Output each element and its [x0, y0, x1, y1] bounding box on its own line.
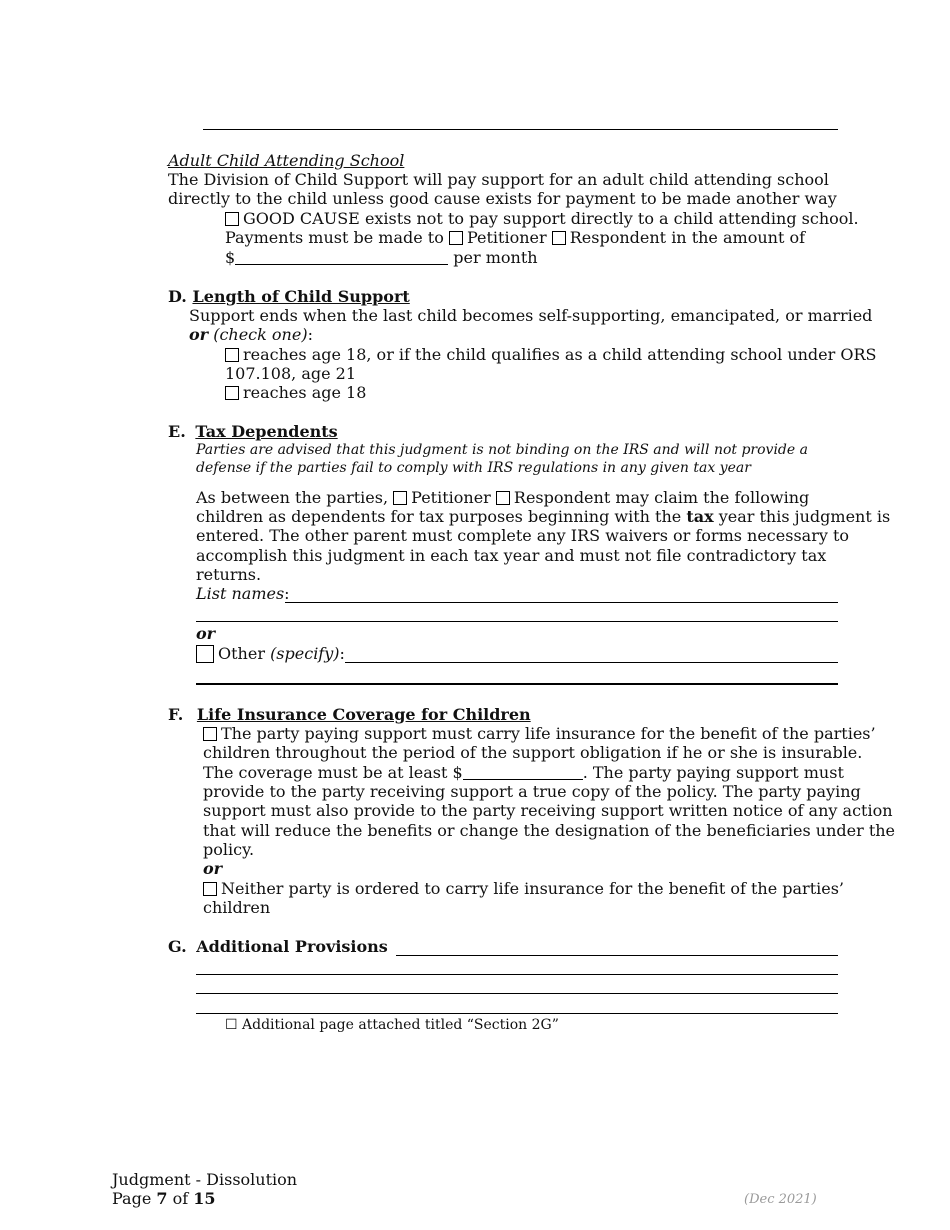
age-21-label-cont: 107.108, age 21	[225, 364, 357, 383]
amount-suffix: in the amount of	[671, 228, 806, 247]
tax-claim-row	[196, 488, 809, 508]
payments-row	[225, 228, 805, 248]
page-word: Page	[112, 1189, 152, 1208]
list-names-row	[196, 584, 290, 604]
life-insurance-text-6: that will reduce the benefits or change the designation of the beneficiaries under the	[203, 821, 896, 840]
list-names-field-2[interactable]	[196, 621, 838, 622]
of-word: of	[172, 1189, 189, 1208]
amount-row	[225, 248, 538, 268]
check-one-label: (check one)	[213, 325, 308, 344]
age-18-row	[225, 383, 366, 403]
section-d-or-row	[189, 325, 313, 345]
provisions-line-2[interactable]	[196, 974, 838, 975]
footer-date: (Dec 2021)	[744, 1192, 817, 1207]
support-amount-field[interactable]	[235, 250, 448, 265]
life-insurance-checkbox[interactable]	[203, 727, 217, 741]
neither-text-1: Neither party is ordered to carry life insurance for the benefit of the parties’	[221, 879, 845, 898]
section-g-title: Additional Provisions	[196, 937, 388, 956]
coverage-prefix: The coverage must be at least $	[203, 763, 463, 782]
coverage-row	[203, 763, 844, 783]
neither-text-2: children	[203, 898, 271, 917]
section-d-title: Length of Child Support	[192, 287, 410, 306]
life-insurance-text-5: support must also provide to the party receiving support written notice of any action	[203, 801, 893, 820]
payments-petitioner-label: Petitioner	[466, 228, 547, 247]
life-insurance-text-2: children throughout the period of the support obligation if he or she is insurable.	[203, 743, 863, 762]
section-d-or: or	[189, 325, 209, 344]
tax-text-3: entered. The other parent must complete any IRS waivers or forms necessary to	[196, 526, 850, 545]
adult-child-heading: Adult Child Attending School	[168, 151, 405, 170]
tax-text-2a: children as dependents for tax purposes beginning with the	[196, 507, 682, 526]
life-insurance-text-4: provide to the party receiving support a true copy of the policy. The party paying	[203, 782, 861, 801]
other-checkbox[interactable]	[196, 645, 214, 663]
section-e-title: Tax Dependents	[195, 422, 338, 441]
section-d-letter: D.	[168, 287, 187, 306]
page-total: 15	[193, 1189, 216, 1208]
payments-prefix: Payments must be made to	[225, 228, 444, 247]
tax-text-5: returns.	[196, 565, 262, 584]
top-rule	[203, 129, 838, 130]
age-18-checkbox[interactable]	[225, 386, 239, 400]
tax-claim-prefix: As between the parties,	[196, 488, 389, 507]
payments-petitioner-checkbox[interactable]	[449, 231, 463, 245]
tax-text-4: accomplish this judgment in each tax year and must not file contradictory tax	[196, 546, 827, 565]
section-f-heading	[168, 705, 531, 725]
section-e-heading	[168, 422, 338, 442]
section-d-heading	[168, 287, 410, 307]
list-names-colon: :	[284, 584, 290, 603]
tax-respondent-checkbox[interactable]	[496, 491, 510, 505]
attached-row	[225, 1016, 559, 1034]
check-one-colon: :	[307, 325, 313, 344]
neither-row	[203, 879, 844, 899]
tax-text-bold: tax	[686, 507, 714, 526]
age-18-label: reaches age 18	[243, 383, 367, 402]
tax-text-2	[196, 507, 890, 527]
footer-doc-title: Judgment - Dissolution	[112, 1170, 298, 1189]
age-21-checkbox[interactable]	[225, 348, 239, 362]
adult-child-text-1: The Division of Child Support will pay support for an adult child attending school	[168, 170, 829, 189]
coverage-suffix: . The party paying support must	[582, 763, 844, 782]
coverage-amount-field[interactable]	[463, 765, 583, 780]
section-e-or: or	[196, 624, 216, 643]
payments-respondent-checkbox[interactable]	[552, 231, 566, 245]
good-cause-label: GOOD CAUSE exists not to pay support directly to a child attending school.	[243, 209, 859, 228]
life-insurance-text-1: The party paying support must carry life insurance for the benefit of the parties’	[221, 724, 876, 743]
other-row	[196, 644, 345, 664]
dollar-sign: $	[225, 248, 236, 267]
tax-petitioner-checkbox[interactable]	[393, 491, 407, 505]
section-g-heading	[168, 937, 388, 957]
tax-note-2: defense if the parties fail to comply with IRS regulations in any given tax year	[196, 460, 751, 476]
adult-child-text-2: directly to the child unless good cause exists for payment to be made another way	[168, 189, 837, 208]
life-insurance-row	[203, 724, 876, 744]
age-21-row	[225, 345, 877, 365]
section-f-or: or	[203, 859, 223, 878]
specify-colon: :	[339, 644, 345, 663]
footer-page	[112, 1189, 216, 1209]
life-insurance-text-7: policy.	[203, 840, 255, 859]
other-field[interactable]	[345, 662, 838, 663]
payments-respondent-label: Respondent	[569, 228, 667, 247]
provisions-line-3[interactable]	[196, 993, 838, 994]
age-21-label: reaches age 18, or if the child qualifies as a child attending school under ORS	[243, 345, 877, 364]
list-names-label: List names	[196, 584, 285, 603]
attached-label: Additional page attached titled “Section 2G”	[242, 1017, 559, 1033]
tax-note-1: Parties are advised that this judgment is not binding on the IRS and will not provide a	[196, 442, 808, 458]
attached-checkbox[interactable]: ☐	[225, 1017, 238, 1033]
section-f-letter: F.	[168, 705, 184, 724]
specify-label: (specify)	[270, 644, 340, 663]
section-e-letter: E.	[168, 422, 186, 441]
other-field-2[interactable]	[196, 683, 838, 685]
tax-text-2b: year this judgment is	[718, 507, 891, 526]
section-f-title: Life Insurance Coverage for Children	[196, 705, 531, 724]
good-cause-row	[225, 209, 859, 229]
page-number: 7	[156, 1189, 168, 1208]
per-month-label: per month	[453, 248, 538, 267]
neither-checkbox[interactable]	[203, 882, 217, 896]
tax-petitioner-label: Petitioner	[411, 488, 491, 507]
section-d-text-1: Support ends when the last child becomes self-supporting, emancipated, or married	[189, 306, 873, 325]
tax-respondent-label: Respondent may claim the following	[513, 488, 810, 507]
provisions-line-1[interactable]	[396, 955, 838, 956]
good-cause-checkbox[interactable]	[225, 212, 239, 226]
provisions-line-4[interactable]	[196, 1013, 838, 1014]
list-names-field[interactable]	[285, 602, 838, 603]
other-label: Other	[218, 644, 265, 663]
section-g-letter: G.	[168, 937, 187, 956]
